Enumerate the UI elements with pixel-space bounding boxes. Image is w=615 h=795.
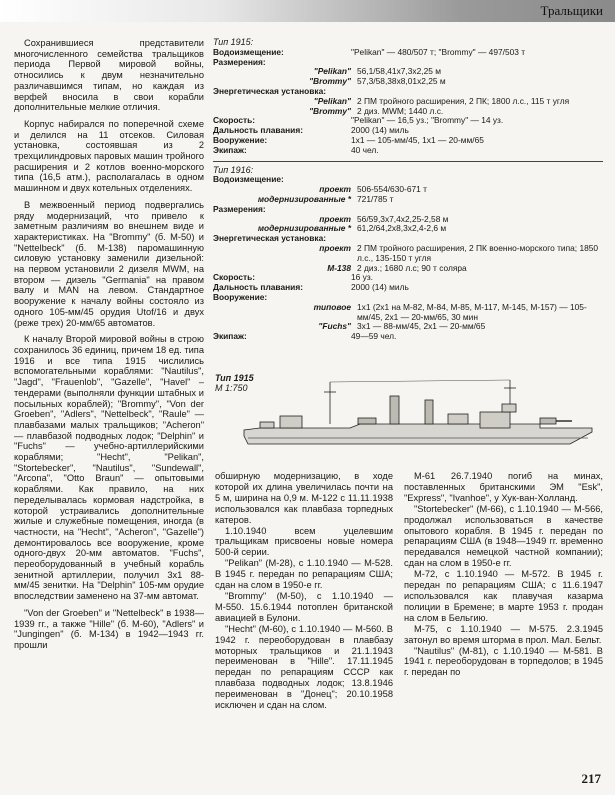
- spec-value: 1х1 — 105-мм/45, 1х1 — 20-мм/65: [351, 134, 484, 145]
- spec-value: 2000 (14) миль: [351, 282, 409, 293]
- drawing-scale: М 1:750: [215, 383, 248, 393]
- spec-row: [213, 264, 603, 274]
- spec-value: 56/59,3х7,4х2,25-2,58 м: [357, 213, 449, 224]
- paragraph: В межвоенный период подвергались ряду модернизаций, что привело к заметным различиям во внешнем виде и характеристиках. На "Brommy" (б. М-50) и "Nettelbeck" (б. М-138) паромашинную силовую установку заменили дизельной: на первом установили 2 дизеля MWM, на втором — дизель "Germania" на правом валу и MAN на левом. Стандартное вооружение к началу войны состояло из одного 105-мм/45 орудия Utof/16 и двух (реже трех) 20-мм/65 автоматов.: [14, 199, 204, 328]
- spec-label: типовое: [313, 301, 351, 312]
- spec-label: модернизированные *: [257, 193, 351, 204]
- paragraph: "Von der Groeben" и "Nettelbeck" в 1938—1939 гг., а также "Hille" (б. М-60), "Adlers" и "Jungingen" (б. М-134) в 1942—1943 гг. прошли: [14, 607, 204, 650]
- spec-row: [213, 136, 603, 146]
- spec-row: [213, 283, 603, 293]
- spec-value: 2 диз. MWM; 1440 л.с.: [357, 105, 444, 116]
- spec-row: [213, 146, 603, 156]
- paragraph: 1.10.1940 всем уцелевшим тральщикам присвоены новые номера 500-й серии.: [215, 525, 393, 558]
- spec-value: 721/785 т: [357, 193, 394, 204]
- spec-label: Энергетическая установка:: [213, 233, 327, 244]
- spec-value: "Pelikan" — 480/507 т; "Brommy" — 497/503 т: [351, 46, 526, 57]
- spec-type-1916-heading: Тип 1916:: [213, 164, 254, 175]
- spec-value: "Pelikan" — 16,5 уз.; "Brommy" — 14 уз.: [351, 115, 504, 126]
- spec-label: модернизированные *: [257, 223, 351, 234]
- spec-label: Скорость:: [213, 115, 256, 126]
- spec-row: [213, 332, 603, 342]
- spec-label: "Fuchs": [318, 321, 351, 332]
- spec-type-1915-rows: [213, 48, 603, 156]
- specifications-table: [213, 38, 603, 342]
- spec-value: 3х1 — 88-мм/45, 2х1 — 20-мм/65: [357, 321, 486, 332]
- paragraph: обширную модернизацию, в ходе которой их длина увеличилась почти на 5 м, ширина на 0,9 м. М-122 с 11.11.1938 использовался как плавбаза торпедных катеров.: [215, 471, 393, 525]
- spec-value: 40 чел.: [351, 144, 379, 155]
- paragraph: "Stortebecker" (М-66), с 1.10.1940 — М-566, продолжал использоваться в качестве опытового корабля. В 1945 г. передан по репарациям США (в 1948—1949 гг. временно передавался немецкой частной компании); сдан на слом в 1950-е гг.: [404, 503, 603, 569]
- paragraph: "Nautilus" (М-81), с 1.10.1940 — М-581. В 1941 г. переоборудован в торпедолов; в 1945 г. передан по: [404, 645, 603, 678]
- text-column-3: [404, 471, 603, 678]
- spec-row: [213, 303, 603, 323]
- paragraph: "Hecht" (М-60), с 1.10.1940 — М-560. В 1942 г. переоборудован в плавбазу моторных тральщиков и 21.1.1943 переименован в "Hille". 17.11.1945 передан по репарациям СССР как плавбаза подводных лодок; 13.8.1946 переименован в "Донец"; 20.10.1958 исключен и сдан на слом.: [215, 623, 393, 711]
- spec-divider: [213, 161, 603, 162]
- spec-label: "Brommy": [309, 76, 351, 87]
- spec-label: Вооружение:: [213, 291, 268, 302]
- spec-label: "Pelikan": [313, 95, 351, 106]
- spec-value: 61,2/64,2х8,3х2,4-2,6 м: [357, 223, 447, 234]
- paragraph: К началу Второй мировой войны в строю сохранилось 36 единиц, причем 18 ед. типа 1916 и все типа 1915 числились вспомогательными кораблями: "Nautilus", "Jagd", "Frauenlob", "Gazelle", "Havel" – тендерами (выполняли функции штабных и посыльных кораблей); "Brommy", "Von der Groeben", "Adlers", "Nettelbeck", "Raule" — плавбазами малых тральщиков; "Acheron" — плавбазой подводных лодок; "Delphin" и "Fuchs" — учебно-артиллерийскими кораблями; "Hecht", "Pelikan", "Stortebecker", "Nautilus", "Sundewall", "Arcona", "Otto Braun" — опытовыми кораблями. Как правило, на них переделывалась кормовая надстройка, в которой устраивались дополнительные жилые и служебные помещения, иногда (в частности, на "Hecht", "Acheron", "Gazelle") демонтировалось все вооружение, кроме одного-двух 20-мм автоматов. "Fuchs", переоборудованный в учебный корабль зенитной артиллерии, получил 3х1 88-мм/45 зенитки. На "Delphin" 105-мм орудие впоследствии заменено на 37-мм автомат.: [14, 334, 204, 602]
- spec-label: Скорость:: [213, 272, 256, 283]
- page-number: 217: [581, 771, 601, 786]
- spec-value: 1х1 (2х1 на М-82, М-84, М-85, М-117, М-145, М-157) — 105-мм/45, 2х1 — 20-мм/65, 30 мин: [357, 301, 587, 322]
- spec-value: 16 уз.: [351, 272, 373, 283]
- paragraph: Сохранившиеся представители многочисленного семейства тральщиков периода Первой мировой войны, относились к двум незначительно различавшимся типам, но каждая из верфей вносила в свои корабли дополнительные мелкие отличия.: [14, 38, 204, 113]
- text-column-2: [215, 471, 393, 711]
- spec-label: "Brommy": [309, 105, 351, 116]
- spec-label: Энергетическая установка:: [213, 85, 327, 96]
- spec-value: 2 ПМ тройного расширения, 2 ПК; 1800 л.с., 115 т угля: [357, 95, 570, 106]
- spec-label: проект: [319, 242, 351, 253]
- paragraph: М-75, с 1.10.1940 — М-575. 2.3.1945 затонул во время шторма в прол. Мал. Бельт.: [404, 623, 603, 645]
- spec-label: Вооружение:: [213, 134, 268, 145]
- spec-row: [213, 244, 603, 264]
- paragraph: "Pelikan" (М-28), с 1.10.1940 — М-528. В 1945 г. передан по репарациям США; сдан на слом в 1950-е гг.: [215, 558, 393, 591]
- spec-label: Водоизмещение:: [213, 174, 284, 185]
- spec-value: 2 диз.; 1680 л.с; 90 т соляра: [357, 262, 467, 273]
- spec-label: проект: [319, 184, 351, 195]
- spec-value: 49—59 чел.: [351, 331, 397, 342]
- spec-label: "Pelikan": [313, 66, 351, 77]
- spec-label: Водоизмещение:: [213, 46, 284, 57]
- section-title: Тральщики: [540, 3, 603, 18]
- spec-label: проект: [319, 213, 351, 224]
- drawing-title: Тип 1915: [215, 373, 254, 383]
- spec-row: [213, 48, 603, 58]
- spec-row: [213, 322, 603, 332]
- spec-label: Дальность плавания:: [213, 125, 304, 136]
- spec-label: Экипаж:: [213, 144, 247, 155]
- spec-row: [213, 195, 603, 205]
- spec-value: 57,3/58,38х8,01х2,25 м: [357, 76, 446, 87]
- paragraph: М-61 26.7.1940 погиб на минах, поставленных британскими ЭМ "Esk", "Express", "Ivanhoe", у Хук-ван-Холланд.: [404, 471, 603, 503]
- spec-type-1915-heading: Тип 1915:: [213, 37, 254, 47]
- header-bar: [0, 0, 615, 22]
- spec-value: 2 ПМ тройного расширения, 2 ПК военно-морского типа; 1850 л.с., 135-150 т угля: [357, 242, 599, 263]
- paragraph: М-72, с 1.10.1940 — М-572. В 1945 г. передан по репарациям США; с 11.6.1947 использовался как плавучая казарма полиции в Бремене; в марте 1953 г. продан на слом в Бельгию.: [404, 569, 603, 623]
- ship-profile-drawing: [240, 378, 600, 468]
- spec-value: 56,1/58,41х7,3х2,25 м: [357, 66, 441, 77]
- spec-label: Дальность плавания:: [213, 282, 304, 293]
- spec-value: 506-554/630-671 т: [357, 184, 427, 195]
- spec-label: М-138: [327, 262, 351, 273]
- spec-label: Размерения:: [213, 203, 266, 214]
- text-column-1: [14, 38, 204, 657]
- paragraph: Корпус набирался по поперечной схеме и делился на 11 отсеков. Силовая установка, состоявшая из 2 трехцилиндровых паровых машин тройного расширения и 2 котлов военно-морского типа (16,5 атм.), располагалась в одном машинном и двух котельных отделениях.: [14, 118, 204, 194]
- spec-type-1916-rows: [213, 175, 603, 342]
- paragraph: "Brommy" (М-50), с 1.10.1940 — М-550. 15.6.1944 потоплен британской авиацией в Булони.: [215, 590, 393, 623]
- spec-value: 2000 (14) миль: [351, 125, 409, 136]
- spec-label: Экипаж:: [213, 331, 247, 342]
- spec-label: Размерения:: [213, 56, 266, 67]
